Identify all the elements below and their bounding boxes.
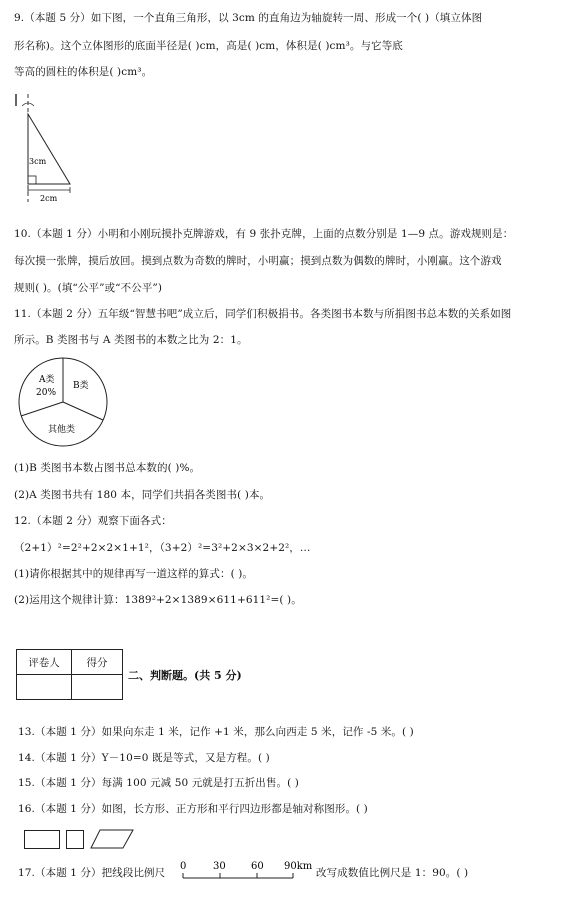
line-scale-figure: [176, 858, 320, 886]
q12-sub2: (2)运用这个规律计算：1389²+2×1389×611+611²=( )。: [14, 594, 302, 606]
q10-line1: 10.（本题 1 分）小明和小刚玩摸扑克牌游戏，有 9 张扑克牌，上面的点数分别是 1—9 点。游戏规则是：: [14, 228, 514, 240]
q17-before: 17.（本题 1 分）把线段比例尺: [18, 867, 166, 879]
q11-sub1: (1)B 类图书本数占图书总本数的( )%。: [14, 462, 201, 474]
review-col-score: 得分: [72, 650, 123, 675]
q13: 13.（本题 1 分）如果向东走 1 米，记作 +1 米，那么向西走 5 米，记作 -5 米。( ): [18, 726, 414, 738]
section-two-title: 二、判断题。(共 5 分): [128, 669, 242, 682]
q12-line2: （2+1）²=2²+2×2×1+1²，（3+2）²=3²+2×3×2+2²，…: [14, 542, 311, 554]
pie-label-a: A类: [39, 375, 55, 385]
pie-label-b: B类: [73, 381, 89, 391]
q10-line2: 每次摸一张牌，摸后放回。摸到点数为奇数的牌时，小明赢；摸到点数为偶数的牌时，小刚赢。这个游戏: [14, 255, 502, 267]
pie-label-other: 其他类: [48, 425, 76, 435]
q11-line2: 所示。B 类图书与 A 类图书的本数之比为 2：1。: [14, 334, 248, 346]
q9-line2: 形名称)。这个立体图形的底面半径是( )cm，高是( )cm，体积是( )cm³。与它等底: [14, 40, 403, 52]
q11-line1: 11.（本题 2 分）五年级“智慧书吧”成立后，同学们积极捐书。各类图书本数与所捐图书总本数的关系如图: [14, 308, 512, 320]
parallelogram-shape: [90, 829, 134, 849]
scale-label-0: 0: [180, 861, 187, 872]
review-cell-grader: [17, 675, 72, 700]
review-col-grader: 评卷人: [17, 650, 72, 675]
q9-line1: 9.（本题 5 分）如下图，一个直角三角形，以 3cm 的直角边为轴旋转一周、形成一个( )（填立体图: [14, 12, 483, 24]
pie-chart: [15, 356, 115, 451]
scale-label-30: 30: [213, 861, 226, 872]
q11-sub2: (2)A 类图书共有 180 本，同学们共捐各类图书( )本。: [14, 489, 271, 501]
q9-line3: 等高的圆柱的体积是( )cm³。: [14, 66, 153, 78]
base-label: 2cm: [40, 194, 58, 203]
review-table: [16, 649, 123, 700]
height-label: 3cm: [29, 157, 47, 166]
q15: 15.（本题 1 分）每满 100 元减 50 元就是打五折出售。( ): [18, 777, 299, 789]
scale-label-60: 60: [251, 861, 264, 872]
q17-after: 改写成数值比例尺是 1：90。( ): [316, 867, 469, 879]
rectangle-shape: [24, 830, 60, 849]
q12-sub1: (1)请你根据其中的规律再写一道这样的算式：( )。: [14, 568, 254, 580]
q12-line1: 12.（本题 2 分）观察下面各式：: [14, 515, 172, 527]
q10-line3: 规则( )。(填“公平”或“不公平”): [14, 282, 163, 294]
q16: 16.（本题 1 分）如图，长方形、正方形和平行四边形都是轴对称图形。( ): [18, 803, 368, 815]
scale-label-90km: 90km: [284, 861, 313, 872]
square-shape: [66, 830, 84, 849]
review-cell-score: [72, 675, 123, 700]
pie-label-a-percent: 20%: [36, 388, 57, 398]
q14: 14.（本题 1 分）Y－10=0 既是等式，又是方程。( ): [18, 752, 270, 764]
right-triangle-figure: [12, 92, 82, 207]
